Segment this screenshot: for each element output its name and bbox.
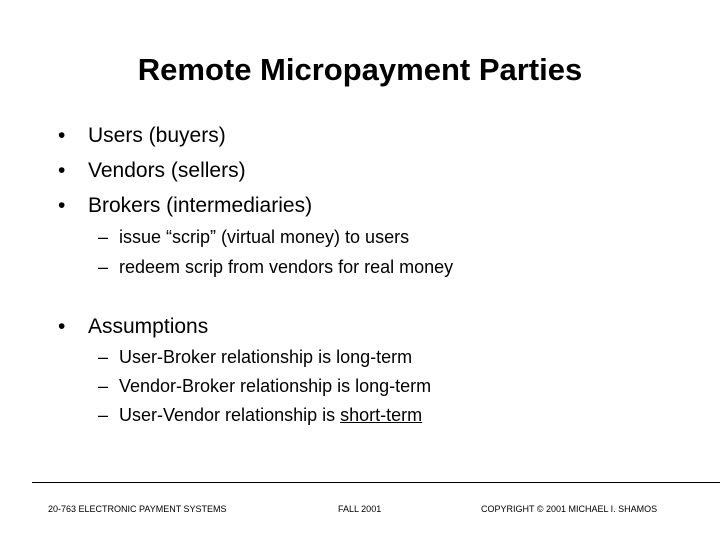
sub-bullet-text: User-Vendor relationship is <box>119 405 341 425</box>
sub-bullet-text: issue “scrip” (virtual money) to users <box>119 227 410 247</box>
bullet-marker: • <box>58 315 66 338</box>
sub-bullet-item <box>98 375 431 397</box>
bullet-marker: • <box>58 159 66 182</box>
bullet-item <box>58 158 246 184</box>
bullet-text: Brokers (intermediaries) <box>88 194 313 217</box>
bullet-marker: • <box>58 194 66 217</box>
underlined-emphasis: short-term <box>340 405 423 425</box>
sub-bullet-item <box>98 226 409 248</box>
bullet-text: Assumptions <box>88 315 209 338</box>
dash-marker: – <box>98 347 109 367</box>
sub-bullet-text: redeem scrip from vendors for real money <box>119 257 454 277</box>
bullet-text: Vendors (sellers) <box>88 159 246 182</box>
sub-bullet-text: Vendor-Broker relationship is long-term <box>119 376 432 396</box>
bullet-marker: • <box>58 124 66 147</box>
footer-copyright: COPYRIGHT © 2001 MICHAEL I. SHAMOS <box>481 504 658 514</box>
dash-marker: – <box>98 376 109 396</box>
footer-term: FALL 2001 <box>338 504 382 514</box>
footer-course: 20-763 ELECTRONIC PAYMENT SYSTEMS <box>48 504 227 514</box>
bullet-item <box>58 123 226 149</box>
bullet-item <box>58 314 208 340</box>
sub-bullet-item <box>98 346 412 368</box>
dash-marker: – <box>98 227 109 247</box>
sub-bullet-item <box>98 256 453 278</box>
dash-marker: – <box>98 405 109 425</box>
sub-bullet-item <box>98 404 422 426</box>
bullet-item <box>58 193 312 219</box>
sub-bullet-text: User-Broker relationship is long-term <box>119 347 413 367</box>
bullet-text: Users (buyers) <box>88 124 226 147</box>
slide-title: Remote Micropayment Parties <box>137 52 583 87</box>
dash-marker: – <box>98 257 109 277</box>
footer-divider <box>32 482 720 483</box>
